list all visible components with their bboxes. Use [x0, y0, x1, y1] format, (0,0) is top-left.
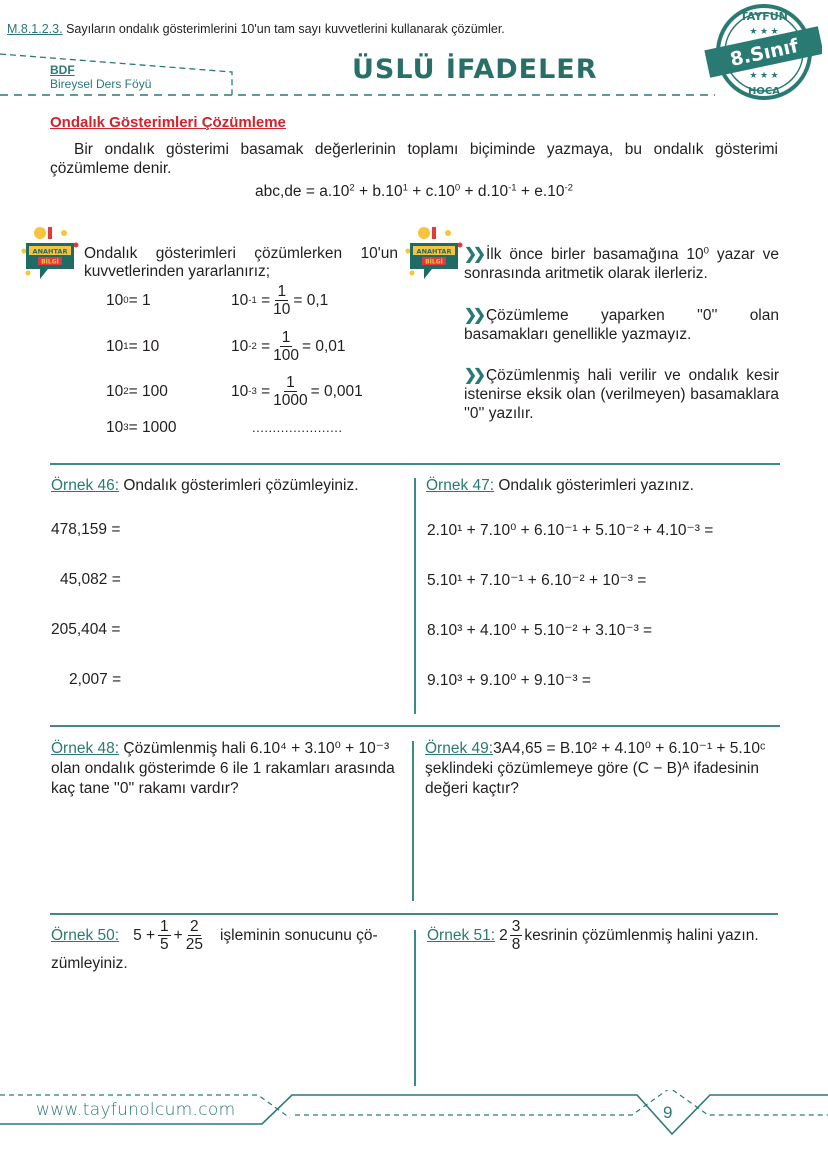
numerator: 2 [190, 918, 199, 935]
formula-sep: + [516, 183, 535, 200]
objective-code: M.8.1.2.3. [7, 22, 63, 36]
power-value: = 0,1 [293, 291, 329, 309]
key-info-left-text: Ondalık gösterimleri çözümlerken 10'un kuvvetlerinden yararlanırız; [84, 245, 398, 280]
power-base: 10 [106, 419, 124, 436]
stamp-bottom-text: HOCA [748, 86, 780, 97]
power-value: = 0,01 [302, 337, 346, 355]
footer-website-link[interactable]: www.tayfunolcum.com [36, 1100, 236, 1120]
power-base: 10 [106, 338, 124, 355]
example-text: işleminin sonucunu çö- [219, 926, 378, 944]
column-divider [414, 930, 416, 1086]
badge-line1: ANAHTAR [416, 247, 452, 256]
key-bullet [464, 306, 779, 344]
example-label: Örnek 46: [51, 477, 120, 494]
example-47-prompt [426, 476, 694, 496]
bdf-full: Bireysel Ders Föyü [50, 77, 152, 91]
fraction [273, 329, 299, 364]
example-49-prompt [425, 739, 781, 799]
section-title: Ondalık Gösterimleri Çözümleme [50, 114, 286, 131]
objective-line [7, 22, 505, 36]
power-value: = 0,001 [310, 382, 363, 400]
column-divider [414, 478, 416, 714]
example-47-item: 9.10³ + 9.10⁰ + 9.10⁻³ = [427, 672, 591, 689]
power-value: = 10 [128, 338, 160, 355]
numerator: 1 [160, 918, 169, 935]
formula-sep: + [407, 183, 426, 200]
formula-term: a.10 [319, 183, 350, 200]
chevron-right-icon: ❯❯ [464, 367, 482, 384]
example-label: Örnek 50: [51, 926, 120, 944]
formula-term: b.10 [372, 183, 403, 200]
example-label: Örnek 49: [425, 740, 494, 757]
power-base: 10 [231, 382, 249, 400]
key-info-badge-icon [18, 225, 80, 283]
example-text: Ondalık gösterimleri yazınız. [494, 477, 694, 494]
formula-lhs: abc,de = [255, 183, 320, 200]
column-divider [412, 741, 414, 901]
divider [50, 463, 780, 465]
key-info-badge-icon [402, 225, 464, 283]
negative-power-row: 10 -1 = $\frac{1}{10}$ = 0,1 [231, 283, 329, 318]
example-46-item: 478,159 = [51, 521, 121, 538]
example-50-text-cont: zümleyiniz. [51, 955, 128, 972]
example-text: Çözümlenmiş hali 6.10⁴ + 3.10⁰ + 10⁻³ [119, 740, 390, 757]
bullet-text: Çözümleme yaparken ''0'' olan basamakları genellikle yazmayız. [464, 307, 779, 343]
formula-exp: 0 [454, 182, 461, 194]
formula-term: d.10 [477, 183, 509, 200]
power-base: 10 [231, 337, 249, 355]
formula-exp: -1 [508, 182, 517, 194]
example-text: olan ondalık gösterimde 6 ile 1 rakamları arasında kaç tane ''0'' rakamı vardır? [51, 760, 395, 797]
example-label: Örnek 51: [427, 926, 496, 944]
negative-power-row: 10 -2 = $\frac{1}{100}$ = 0,01 [231, 329, 346, 364]
stamp-middle-text: 8.Sınıf [728, 35, 801, 71]
formula-sep: + [354, 183, 373, 200]
example-label: Örnek 48: [51, 740, 120, 757]
numerator: 1 [286, 374, 295, 391]
divider [50, 913, 778, 915]
example-label: Örnek 47: [426, 477, 495, 494]
fraction [510, 918, 523, 953]
grade-stamp-logo [700, 2, 822, 102]
power-row: 10 0 = 1 [106, 292, 151, 309]
numerator: 3 [511, 918, 521, 935]
example-47-item: 5.10¹ + 7.10⁻¹ + 6.10⁻² + 10⁻³ = [427, 572, 647, 589]
power-row: 10 2 = 100 [106, 383, 168, 400]
page-number: 9 [663, 1103, 673, 1122]
denominator: 5 [160, 936, 169, 953]
power-value: = 100 [128, 383, 168, 400]
denominator: 10 [273, 301, 291, 318]
example-51-prompt [427, 918, 759, 953]
example-text: Ondalık gösterimleri çözümleyiniz. [119, 477, 359, 494]
objective-text: Sayıların ondalık gösterimlerini 10'un tam sayı kuvvetlerini kullanarak çözümler. [62, 22, 505, 36]
expr-whole: 5 + [133, 926, 156, 944]
example-46-item: 45,082 = [60, 571, 121, 588]
divider [50, 725, 780, 727]
example-46-prompt [51, 476, 359, 496]
badge-line2: BİLGİ [41, 258, 59, 266]
section-intro: Bir ondalık gösterimi basamak değerlerinin toplamı biçiminde yazmaya, bu ondalık gösterimi çözümleme denir. [50, 141, 778, 177]
fraction [273, 283, 290, 318]
continuation-dots: ...................... [252, 420, 343, 435]
denominator: 1000 [273, 392, 308, 409]
key-bullet [464, 245, 779, 283]
power-base: 10 [106, 383, 124, 400]
example-text: kesrinin çözümlenmiş halini yazın. [524, 926, 759, 944]
formula-exp: -2 [564, 182, 573, 194]
expansion-formula [0, 183, 828, 201]
example-47-item: 2.10¹ + 7.10⁰ + 6.10⁻¹ + 5.10⁻² + 4.10⁻³ = [427, 522, 714, 539]
example-text: 3A4,65 = B.10² + 4.10⁰ + 6.10⁻¹ + 5.10ᶜ [493, 740, 766, 757]
power-value: = 1 [128, 292, 151, 309]
chevron-right-icon: ❯❯ [464, 246, 482, 263]
denominator: 8 [511, 936, 521, 953]
example-50-prompt [51, 918, 378, 953]
key-bullet [464, 366, 779, 423]
fraction [158, 918, 171, 953]
numerator: 1 [277, 283, 287, 300]
power-value: = 1000 [128, 419, 177, 436]
power-base: 10 [231, 291, 249, 309]
mixed-whole: 2 [499, 926, 508, 944]
svg-text:★ ★ ★: ★ ★ ★ [749, 70, 779, 80]
denominator: 100 [273, 347, 300, 364]
stamp-top-text: TAYFUN [740, 10, 788, 23]
bdf-label [50, 63, 151, 91]
example-46-item: 2,007 = [69, 671, 122, 688]
badge-line2: BİLGİ [425, 258, 443, 266]
page-title: ÜSLÜ İFADELER [352, 54, 598, 85]
power-row: 10 3 = 1000 [106, 419, 177, 436]
example-text: şeklindeki çözümlemeye göre (C − B)ᴬ ifadesinin değeri kaçtır? [425, 760, 759, 797]
negative-power-row: 10 -3 = $\frac{1}{1000}$ = 0,001 [231, 374, 363, 409]
formula-exp: 2 [349, 182, 355, 194]
bullet-sup: 0 [703, 245, 709, 257]
fraction [186, 918, 203, 953]
plus-sign: + [173, 926, 183, 944]
formula-sep: + [460, 183, 478, 200]
bullet-text: Çözümlenmiş hali verilir ve ondalık kesir istenirse eksik olan (verilmeyen) basamaklara ''0'' yazılır. [464, 367, 779, 422]
example-47-item: 8.10³ + 4.10⁰ + 5.10⁻² + 3.10⁻³ = [427, 622, 653, 639]
formula-exp: 1 [402, 182, 408, 194]
example-48-prompt [51, 739, 407, 799]
bdf-abbr: BDF [50, 63, 75, 77]
chevron-right-icon: ❯❯ [464, 307, 482, 324]
power-row: 10 1 = 10 [106, 338, 160, 355]
badge-line1: ANAHTAR [32, 247, 68, 256]
bullet-text: İlk önce birler basamağına 10 [485, 246, 704, 263]
formula-term: c.10 [425, 183, 455, 200]
power-base: 10 [106, 292, 124, 309]
bullet-text: yazar ve sonrasında aritmetik olarak ilerleriz. [464, 246, 780, 282]
numerator: 1 [281, 329, 291, 346]
fraction [273, 374, 307, 409]
formula-term: e.10 [534, 183, 565, 200]
example-46-item: 205,404 = [51, 621, 121, 638]
svg-text:★ ★ ★: ★ ★ ★ [749, 26, 779, 36]
denominator: 25 [185, 936, 203, 953]
